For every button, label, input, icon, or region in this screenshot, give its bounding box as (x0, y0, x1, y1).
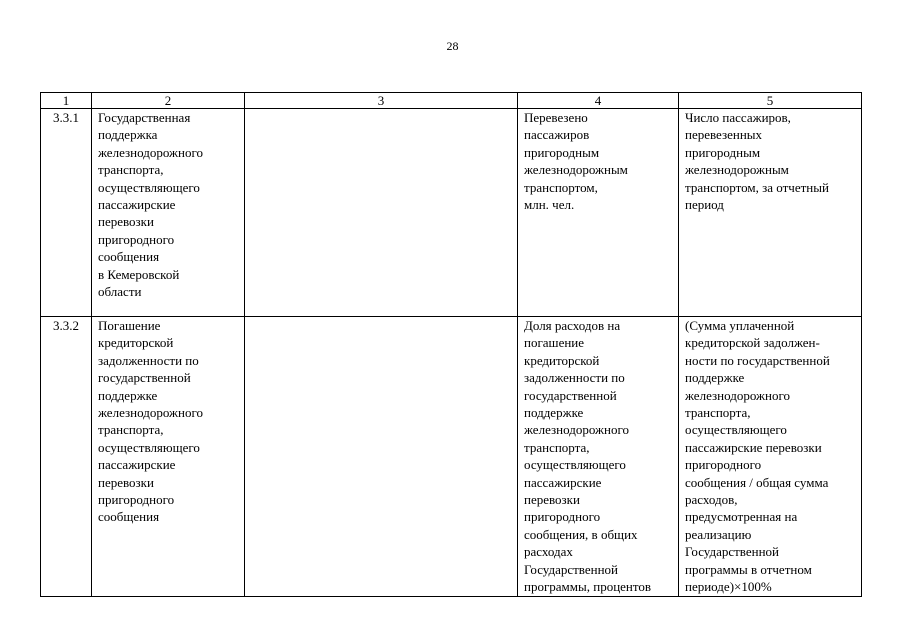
table-header-row (41, 93, 862, 109)
calculation-method: (Сумма уплаченной кредиторской задолжен- ности по государственной поддержке железнодорожного транспорта, осуществляющего пассажирские перевозки пригородного сообщения / общая сумма расходов, предусмотренная на реализацию Государственной программы в отчетном периоде)×100% (679, 317, 862, 597)
indicator-name: Перевезено пассажиров пригородным железнодорожным транспортом, млн. чел. (518, 109, 679, 317)
indicators-table (40, 92, 862, 597)
indicator-name: Доля расходов на погашение кредиторской задолженности по государственной поддержке железнодорожного транспорта, осуществляющего пассажирские перевозки пригородного сообщения, в общих расходах Государственной программы, процентов (518, 317, 679, 597)
column-3-cell (245, 109, 518, 317)
header-cell-4: 4 (518, 93, 679, 109)
row-number: 3.3.2 (41, 317, 92, 597)
table-row (41, 317, 862, 597)
header-cell-2: 2 (92, 93, 245, 109)
measure-name: Государственная поддержка железнодорожного транспорта, осуществляющего пассажирские перевозки пригородного сообщения в Кемеровской области (92, 109, 245, 317)
header-cell-1: 1 (41, 93, 92, 109)
header-cell-3: 3 (245, 93, 518, 109)
column-3-cell (245, 317, 518, 597)
page-number: 28 (446, 39, 459, 53)
row-number: 3.3.1 (41, 109, 92, 317)
header-cell-5: 5 (679, 93, 862, 109)
table-row (41, 109, 862, 317)
measure-name: Погашение кредиторской задолженности по государственной поддержке железнодорожного транспорта, осуществляющего пассажирские перевозки пригородного сообщения (92, 317, 245, 597)
calculation-method: Число пассажиров, перевезенных пригородным железнодорожным транспортом, за отчетный период (679, 109, 862, 317)
